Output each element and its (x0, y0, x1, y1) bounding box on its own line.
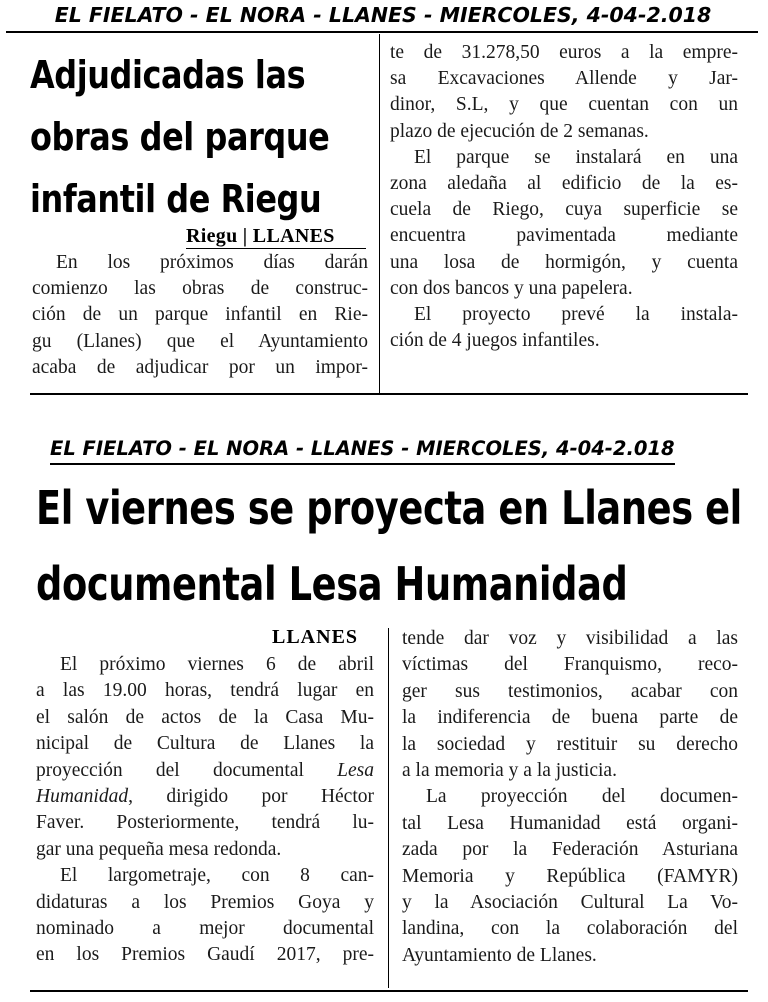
article2-headline-line: documental Lesa Humanidad (36, 557, 628, 611)
text-line: gar una pequeña mesa redonda. (36, 838, 282, 860)
article1-headline (30, 44, 329, 230)
text-line: víctimas del Franquismo, reco- (402, 654, 738, 676)
text-line: ger sus testimonios, acabar con (402, 680, 738, 702)
text-line: una losa de hormigón, y cuenta (390, 251, 738, 273)
text-line: Faver. Posteriormente, tendrá lu- (36, 812, 374, 834)
text-line: comienzo las obras de construc- (32, 278, 368, 300)
text-line: nicipal de Cultura de Llanes la (36, 733, 374, 755)
article1-headline-line: infantil de Riegu (30, 177, 322, 221)
text-line: a las 19.00 horas, tendrá lugar en (36, 680, 374, 702)
article1-column-1 (32, 250, 368, 381)
text-line: la indiferencia de buena parte de (402, 707, 738, 729)
text-fragment: proyección del documental (36, 759, 304, 781)
article1-headline-line: Adjudicadas las (30, 53, 306, 97)
text-line: nominado a mejor documental (36, 918, 374, 940)
article2-column-1 (36, 652, 374, 969)
text-line: el salón de actos de la Casa Mu- (36, 706, 374, 728)
film-title-italic: Humanidad (36, 786, 129, 808)
top-rule (6, 31, 758, 33)
text-line: gu (Llanes) que el Ayuntamiento (32, 330, 368, 352)
text-line: Ayuntamiento de Llanes. (402, 944, 597, 966)
article1-column-divider (379, 34, 380, 394)
text-line: en los Premios Gaudí 2017, pre- (36, 944, 374, 966)
article1-byline-rule (186, 248, 366, 249)
article2-byline: LLANES (272, 626, 359, 648)
text-line: zada por la Federación Asturiana (402, 839, 738, 861)
text-line: El proyecto prevé la instala- (414, 304, 738, 326)
text-line: El largometraje, con 8 can- (60, 865, 374, 887)
text-line: Memoria y República (FAMYR) (402, 865, 738, 887)
text-line: En los próximos días darán (56, 252, 368, 273)
article1-headline-line: obras del parque (30, 115, 330, 159)
article-separator-rule (30, 393, 748, 395)
text-line: El próximo viernes 6 de abril (60, 654, 374, 675)
article1-column-2 (390, 40, 738, 354)
article2-column-divider (388, 628, 389, 988)
text-line: a la memoria y a la justicia. (402, 760, 617, 782)
text-line: te de 31.278,50 euros a la empre- (390, 42, 738, 63)
text-line: cuela de Riego, cuya superficie se (390, 199, 738, 221)
text-fragment: , dirigido por Héctor (128, 786, 374, 808)
text-line: dinor, S.L, y que cuentan con un (390, 94, 738, 116)
text-line: ción de un parque infantil en Rie- (32, 304, 368, 326)
film-title-italic: Lesa (337, 759, 375, 781)
text-line: tal Lesa Humanidad está organi- (402, 812, 738, 834)
article1-byline: Riegu | LLANES (186, 225, 335, 247)
text-line: sa Excavaciones Allende y Jar- (390, 68, 738, 90)
text-line: y la Asociación Cultural La Vo- (402, 892, 738, 914)
dateline-top: EL FIELATO - EL NORA - LLANES - MIERCOLES, 4-04-2.018 (54, 3, 712, 27)
text-line: zona aledaña al edificio de la es- (390, 173, 738, 195)
text-line: encuentra pavimentada mediante (390, 225, 738, 247)
article2-headline-line: El viernes se proyecta en Llanes el (36, 481, 742, 535)
article2-headline (36, 470, 742, 622)
text-line: plazo de ejecución de 2 semanas. (390, 120, 649, 142)
text-line: la sociedad y restituir su derecho (402, 733, 738, 755)
text-line: acaba de adjudicar por un impor- (32, 356, 368, 378)
text-line: landina, con la colaboración del (402, 918, 738, 940)
text-line: ción de 4 juegos infantiles. (390, 330, 600, 352)
article2-column-2 (402, 626, 738, 969)
dateline-bottom: EL FIELATO - EL NORA - LLANES - MIERCOLES, 4-04-2.018 (50, 436, 675, 465)
text-line (36, 758, 374, 784)
text-line: tende dar voz y visibilidad a las (402, 628, 738, 649)
text-line (36, 784, 374, 810)
text-line: El parque se instalará en una (414, 146, 738, 168)
text-line: La proyección del documen- (426, 786, 738, 808)
text-line: con dos bancos y una papelera. (390, 277, 633, 299)
text-line: didaturas a los Premios Goya y (36, 891, 374, 913)
bottom-rule (30, 990, 748, 992)
